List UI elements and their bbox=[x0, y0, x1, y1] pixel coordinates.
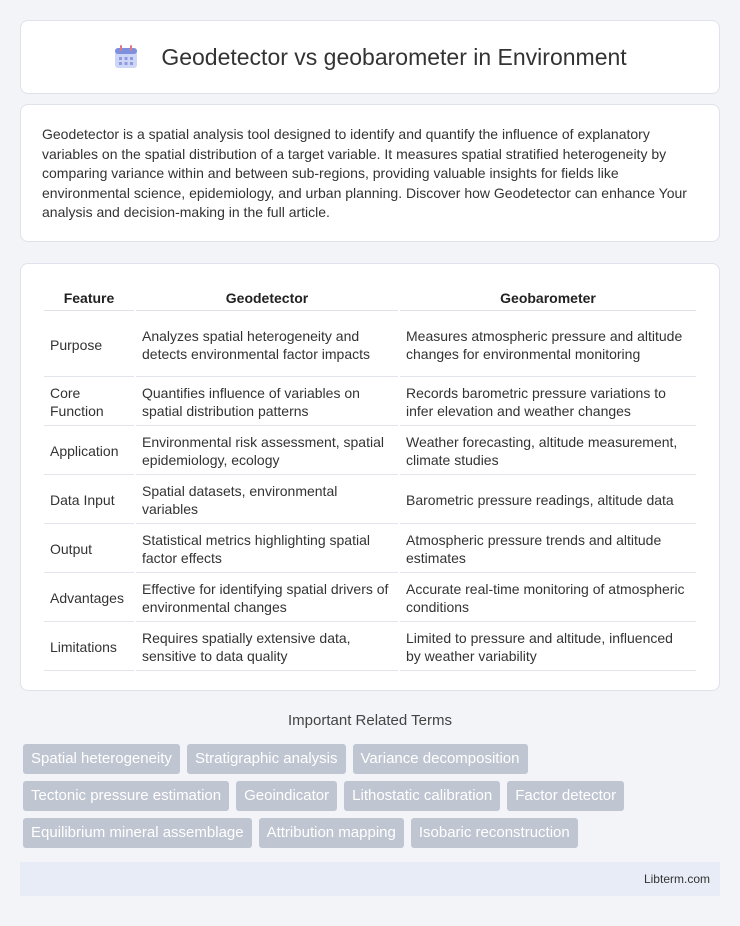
related-term-tag[interactable]: Lithostatic calibration bbox=[344, 781, 500, 811]
feature-cell: Purpose bbox=[44, 313, 134, 377]
table-row bbox=[44, 477, 696, 524]
geobarometer-cell: Limited to pressure and altitude, influenced by weather variability bbox=[400, 624, 696, 671]
page-title: Geodetector vs geobarometer in Environment bbox=[161, 43, 627, 70]
related-term-tag[interactable]: Factor detector bbox=[507, 781, 624, 811]
geodetector-cell: Statistical metrics highlighting spatial factor effects bbox=[136, 526, 398, 573]
column-header-geodetector: Geodetector bbox=[136, 286, 398, 311]
geodetector-cell: Analyzes spatial heterogeneity and detects environmental factor impacts bbox=[136, 313, 398, 377]
geobarometer-cell: Atmospheric pressure trends and altitude estimates bbox=[400, 526, 696, 573]
footer bbox=[20, 862, 720, 896]
table-row bbox=[44, 379, 696, 426]
intro-card bbox=[20, 104, 720, 242]
geobarometer-cell: Weather forecasting, altitude measurement, climate studies bbox=[400, 428, 696, 475]
related-term-tag[interactable]: Variance decomposition bbox=[353, 744, 528, 774]
geodetector-cell: Requires spatially extensive data, sensitive to data quality bbox=[136, 624, 398, 671]
table-row bbox=[44, 428, 696, 475]
calendar-icon bbox=[113, 44, 139, 70]
feature-cell: Data Input bbox=[44, 477, 134, 524]
geodetector-cell: Quantifies influence of variables on spatial distribution patterns bbox=[136, 379, 398, 426]
geodetector-cell: Spatial datasets, environmental variables bbox=[136, 477, 398, 524]
feature-cell: Advantages bbox=[44, 575, 134, 622]
related-term-tag[interactable]: Isobaric reconstruction bbox=[411, 818, 578, 848]
geobarometer-cell: Barometric pressure readings, altitude data bbox=[400, 477, 696, 524]
geobarometer-cell: Accurate real-time monitoring of atmospheric conditions bbox=[400, 575, 696, 622]
related-terms-heading: Important Related Terms bbox=[288, 712, 452, 729]
feature-cell: Limitations bbox=[44, 624, 134, 671]
related-term-tag[interactable]: Equilibrium mineral assemblage bbox=[23, 818, 252, 848]
geodetector-cell: Effective for identifying spatial drivers of environmental changes bbox=[136, 575, 398, 622]
table-row bbox=[44, 624, 696, 671]
feature-cell: Application bbox=[44, 428, 134, 475]
related-term-tag[interactable]: Spatial heterogeneity bbox=[23, 744, 180, 774]
geobarometer-cell: Records barometric pressure variations to infer elevation and weather changes bbox=[400, 379, 696, 426]
comparison-table bbox=[42, 284, 698, 673]
intro-text: Geodetector is a spatial analysis tool designed to identify and quantify the influence of explanatory variables on the spatial distribution of a target variable. It measures spatial stratified heterogeneity by comparing variance within and between sub-regions, providing valuable insights for fields like environmental science, epidemiology, and urban planning. Discover how Geodetector can enhance Your analysis and decision-making in the full article. bbox=[42, 126, 687, 221]
title-card bbox=[20, 20, 720, 94]
comparison-table-card bbox=[20, 263, 720, 691]
table-row bbox=[44, 526, 696, 573]
column-header-geobarometer: Geobarometer bbox=[400, 286, 696, 311]
feature-cell: Core Function bbox=[44, 379, 134, 426]
related-term-tag[interactable]: Attribution mapping bbox=[259, 818, 404, 848]
feature-cell: Output bbox=[44, 526, 134, 573]
table-header-row bbox=[44, 286, 696, 311]
table-row bbox=[44, 313, 696, 377]
column-header-feature: Feature bbox=[44, 286, 134, 311]
related-term-tag[interactable]: Stratigraphic analysis bbox=[187, 744, 346, 774]
related-term-tag[interactable]: Tectonic pressure estimation bbox=[23, 781, 229, 811]
related-term-tag[interactable]: Geoindicator bbox=[236, 781, 337, 811]
geobarometer-cell: Measures atmospheric pressure and altitude changes for environmental monitoring bbox=[400, 313, 696, 377]
geodetector-cell: Environmental risk assessment, spatial epidemiology, ecology bbox=[136, 428, 398, 475]
related-terms-list bbox=[23, 744, 723, 848]
footer-site-link[interactable]: Libterm.com bbox=[643, 872, 710, 886]
table-row bbox=[44, 575, 696, 622]
